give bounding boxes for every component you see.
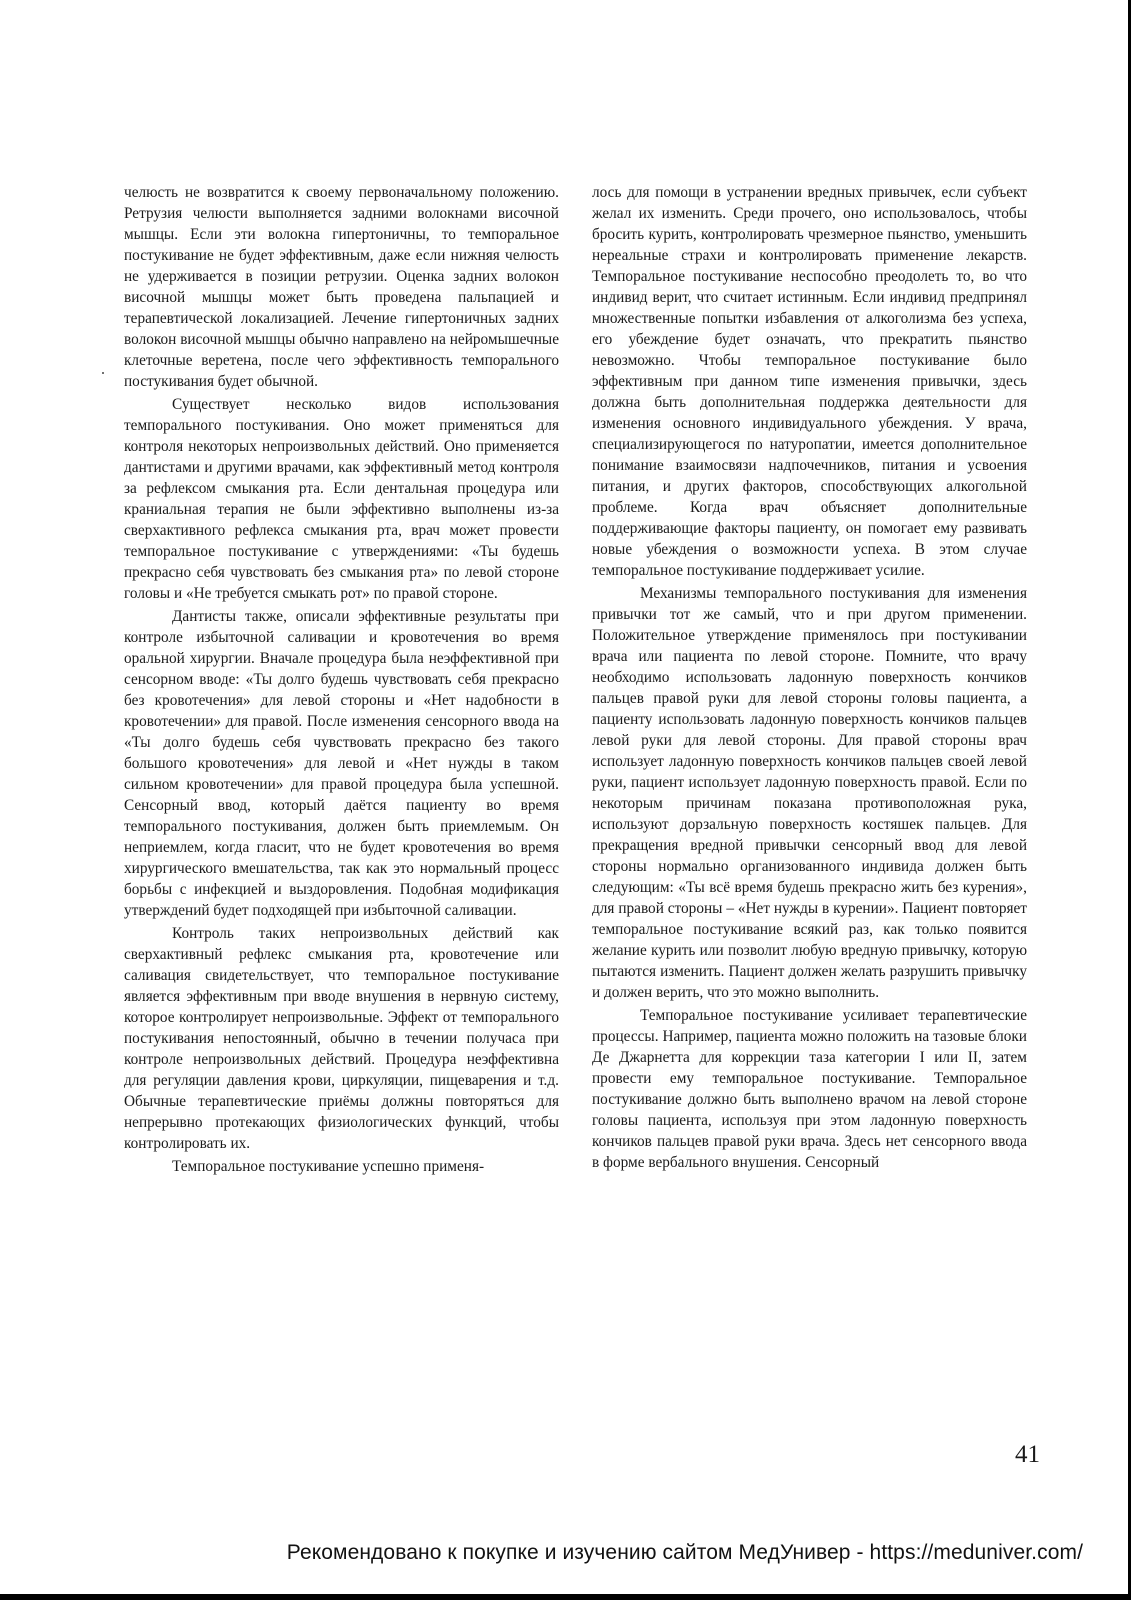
scan-speck bbox=[102, 372, 104, 374]
paragraph: челюсть не возвратится к своему первоначальному положению. Ретрузия челюсти выполняется задними волокнами височной мышцы. Если эти волокна гипертоничны, то темпоральное постукивание не будет эффективным, даже если нижняя челюсть не удерживается в позиции ретрузии. Оценка задних волокон височной мышцы может быть проведена пальпацией и терапевтической локализацией. Лечение гипертоничных задних волокон височной мышцы обычно направлено на нейромышечные клеточные веретена, после чего эффективность темпорального постукивания будет обычной. bbox=[124, 184, 559, 390]
paragraph: лось для помощи в устранении вредных привычек, если субъект желал их изменить. Среди прочего, оно использовалось, чтобы бросить курить, контролировать чрезмерное пьянство, уменьшить нереальные страхи и контролировать применение лекарств. Темпоральное постукивание неспособно преодолеть то, во что индивид верит, что считает истинным. Если индивид предпринял множественные попытки избавления от алкоголизма без успеха, его убеждение будет означать, что прекратить пьянство невозможно. Чтобы темпоральное постукивание было эффективным при данном типе изменения привычки, здесь должна быть дополнительная поддержка деятельности для изменения основного индивидуального убеждения. У врача, специализирующегося по натуропатии, имеется дополнительное понимание взаимосвязи надпочечников, питания и усвоения питания, и других факторов, способствующих алкогольной проблеме. Когда врач объясняет дополнительные поддерживающие факторы пациенту, он помогает ему развивать новые убеждения о возможности успеха. В этом случае темпоральное постукивание поддерживает усилие. bbox=[592, 184, 1027, 579]
page-number: 41 bbox=[1015, 1441, 1040, 1468]
footer-promo-text: Рекомендовано к покупке и изучению сайтом МедУнивер - https://meduniver.com/ bbox=[286, 1541, 1083, 1564]
scan-edge-bottom bbox=[0, 1594, 1131, 1600]
paragraph: Контроль таких непроизвольных действий как сверхактивный рефлекс смыкания рта, кровотечение или саливация свидетельствует, что темпоральное постукивание является эффективным при вводе внушения в нервную систему, которое контролирует непроизвольные. Эффект от темпорального постукивания непостоянный, обычно в течении получаса при контроле непроизвольных действий. Процедура неэффективна для регуляции давления крови, циркуляции, пищеварения и т.д. Обычные терапевтические приёмы должны повторяться для непрерывно протекающих физиологических функций, чтобы контролировать их. bbox=[124, 925, 559, 1152]
paragraph: Механизмы темпорального постукивания для изменения привычки тот же самый, что и при другом применении. Положительное утверждение применялось при постукивании врача или пациента по левой стороне. Помните, что врачу необходимо использовать ладонную поверхность кончиков пальцев правой руки для левой стороны головы пациента, а пациенту использовать ладонную поверхность кончиков пальцев левой руки для левой стороны. Для правой стороны врач использует ладонную поверхность кончиков пальцев своей левой руки, пациент использует ладонную поверхность правой. Если по некоторым причинам показана противоположная рука, используют дорзальную поверхность костяшек пальцев. Для прекращения вредной привычки сенсорный ввод для левой стороны нормально организованного индивида должен быть следующим: «Ты всё время будешь прекрасно жить без курения», для правой стороны – «Нет нужды в курении». Пациент повторяет темпоральное постукивание всякий раз, как только появится желание курить или позволит любую вредную привычку, которую пытаются изменить. Пациент должен желать разрушить привычку и должен верить, что это можно выполнить. bbox=[592, 585, 1027, 1001]
left-text-column bbox=[124, 182, 559, 1179]
paragraph: Дантисты также, описали эффективные результаты при контроле избыточной саливации и кровотечения во время оральной хирургии. Вначале процедура была неэффективной при сенсорном вводе: «Ты долго будешь чувствовать себя прекрасно без кровотечения» для левой стороны и «Нет надобности в кровотечении» для правой. После изменения сенсорного ввода на «Ты долго будешь себя чувствовать прекрасно без такого большого кровотечения» для левой и «Нет нужды в таком сильном кровотечении» для правой процедура была успешной. Сенсорный ввод, который даётся пациенту во время темпорального постукивания, должен быть приемлемым. Он неприемлем, когда гласит, что не будет кровотечения во время хирургического вмешательства, так как это нормальный процесс борьбы с инфекцией и выздоровления. Подобная модификация утверждений будет подходящей при избыточной саливации. bbox=[124, 608, 559, 919]
paragraph: Темпоральное постукивание усиливает терапевтические процессы. Например, пациента можно положить на тазовые блоки Де Джарнетта для коррекции таза категории I или II, затем провести ему темпоральное постукивание. Темпоральное постукивание должно быть выполнено врачом на левой стороне головы пациента, используя при этом ладонную поверхность кончиков пальцев правой руки врача. Здесь нет сенсорного ввода в форме вербального внушения. Сенсорный bbox=[592, 1007, 1027, 1171]
paragraph: Существует несколько видов использования темпорального постукивания. Оно может применяться для контроля некоторых непроизвольных действий. Оно применяется дантистами и другими врачами, как эффективный метод контроля за рефлексом смыкания рта. Если дентальная процедура или краниальная терапия не были эффективно выполнены из-за сверхактивного рефлекса смыкания рта, врач может провести темпоральное постукивание с утверждениями: «Ты будешь прекрасно себя чувствовать без смыкания рта» по левой стороне головы и «Не требуется смыкать рот» по правой стороне. bbox=[124, 396, 559, 602]
right-text-column bbox=[592, 182, 1027, 1175]
paragraph: Темпоральное постукивание успешно применя- bbox=[172, 1158, 485, 1175]
